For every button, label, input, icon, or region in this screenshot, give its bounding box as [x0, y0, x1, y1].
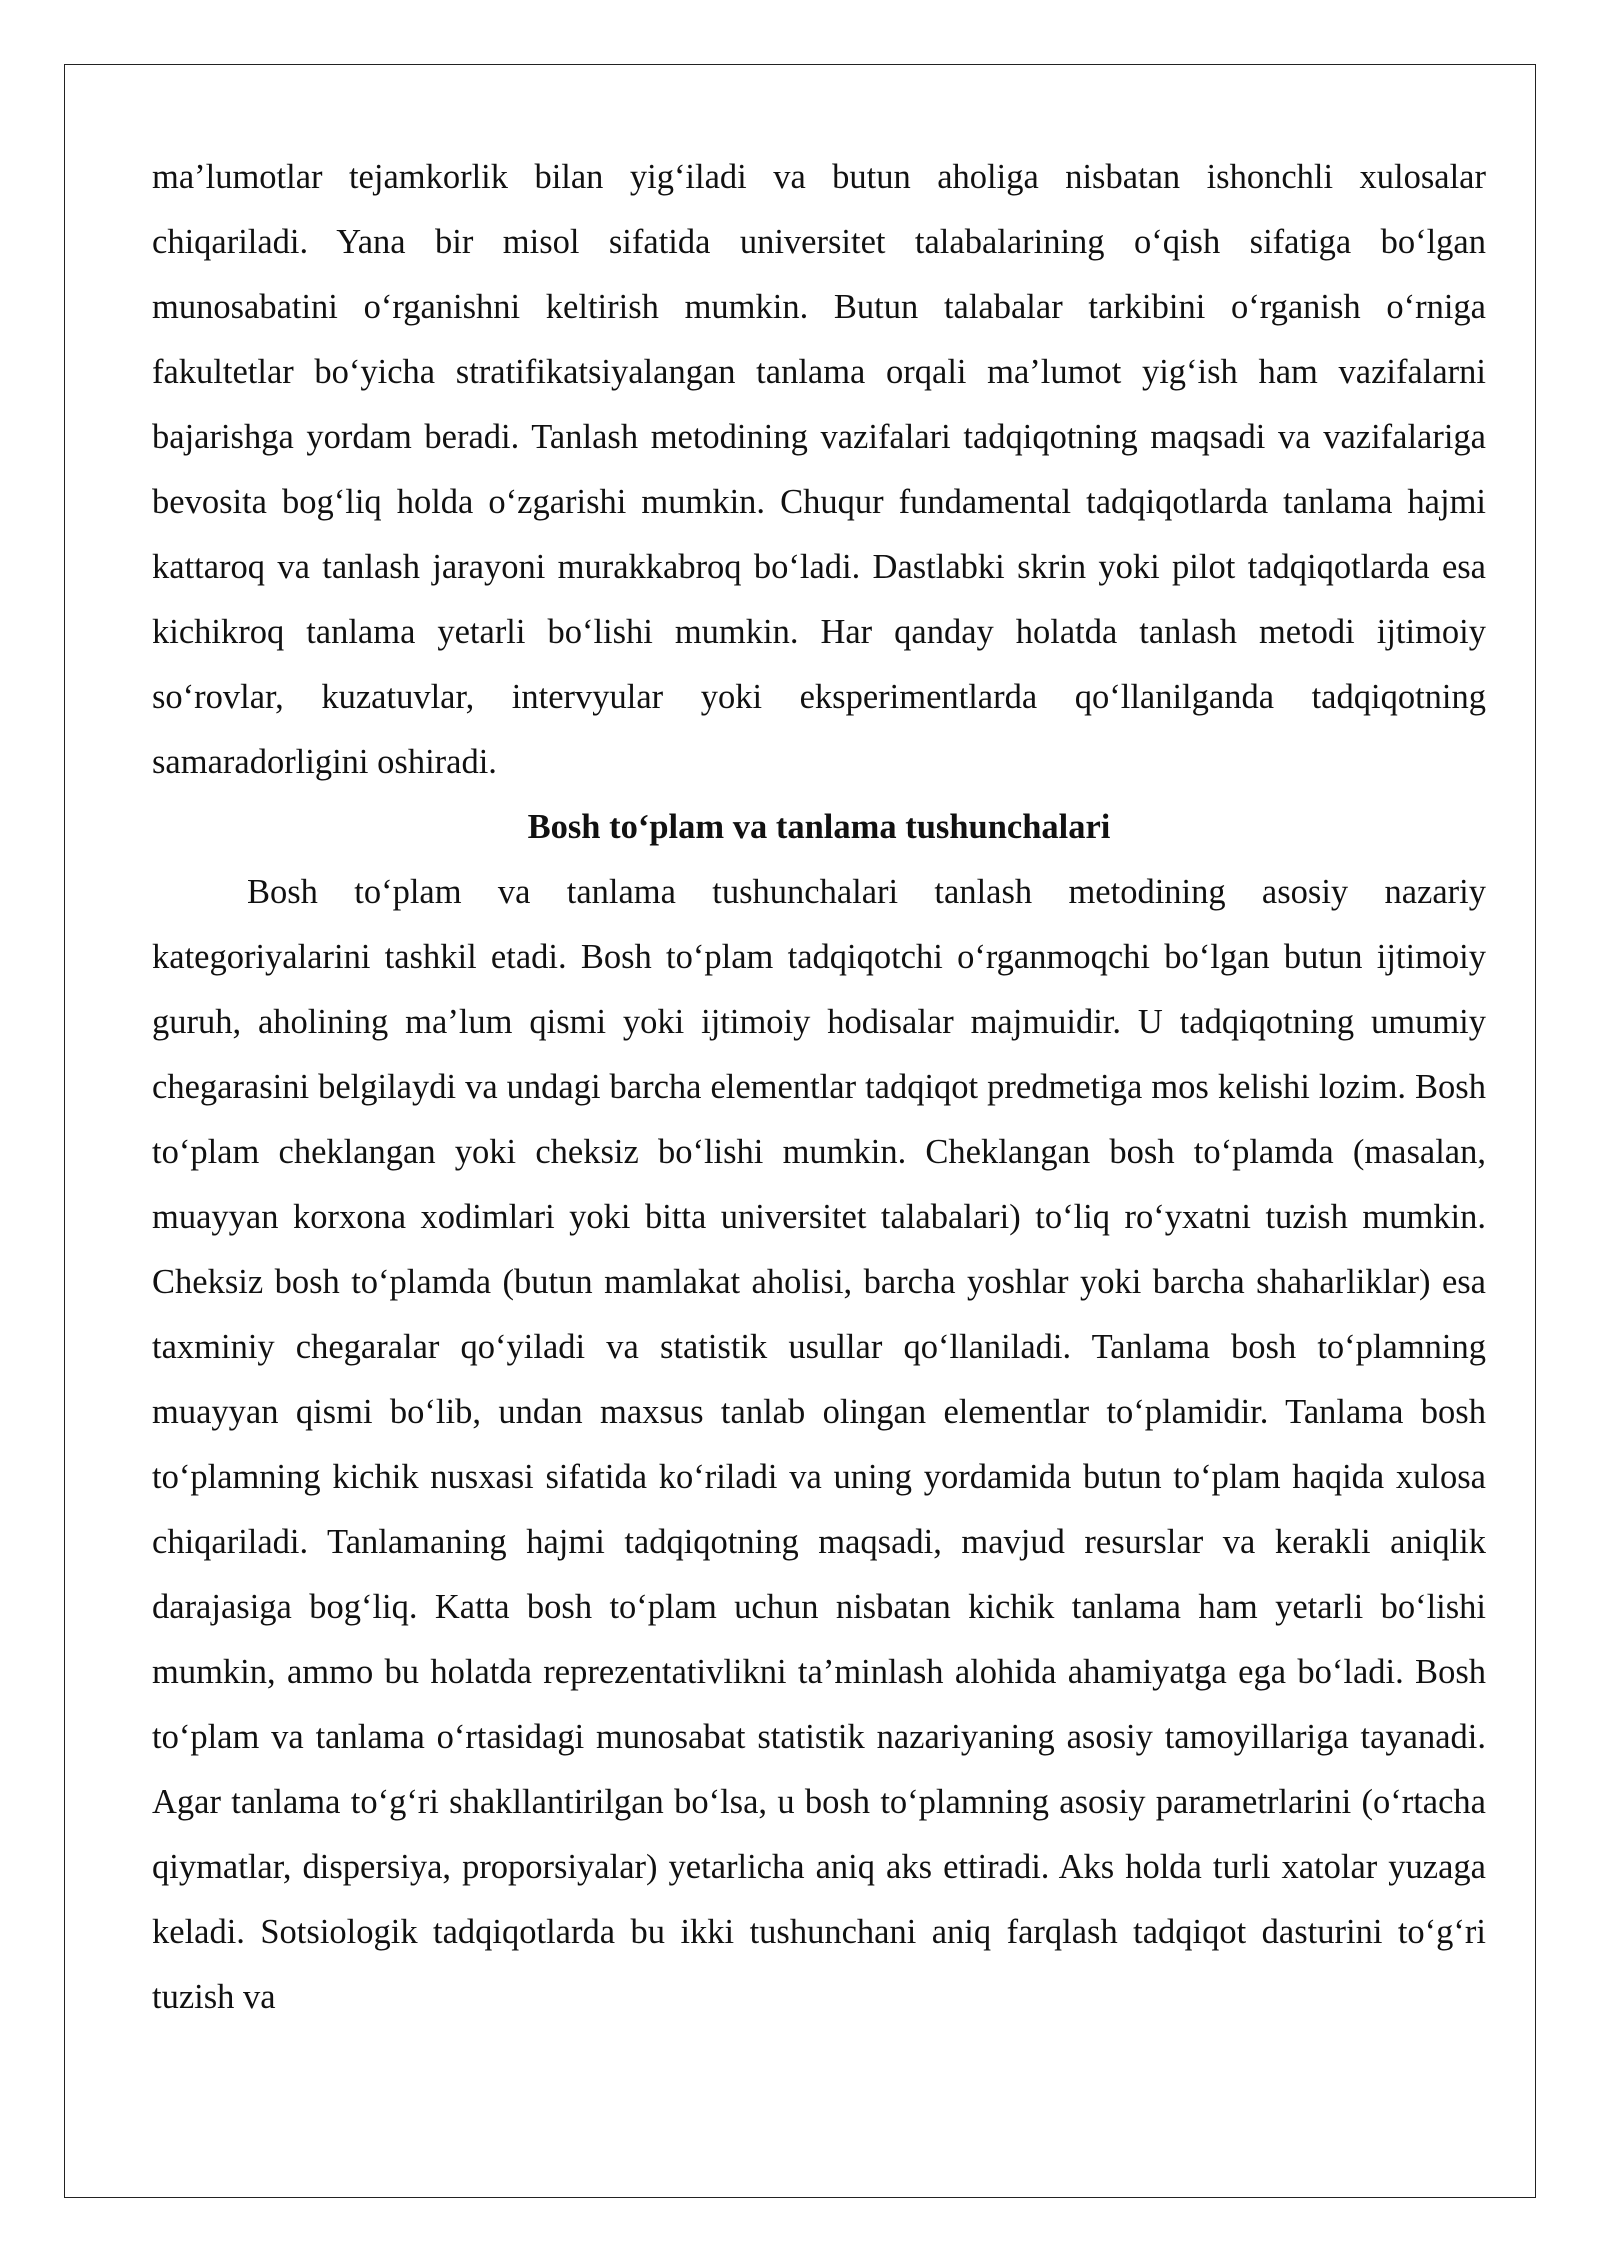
document-body — [152, 145, 1486, 2030]
section-heading: Bosh to‘plam va tanlama tushunchalari — [527, 808, 1111, 846]
paragraph-bosh-toplam: Bosh to‘plam va tanlama tushunchalari tanlash metodining asosiy nazariy kategoriyalarini tashkil etadi. Bosh to‘plam tadqiqotchi o‘rganmoqchi bo‘lgan butun ijtimoiy guruh, aholining ma’lum qismi yoki ijtimoiy hodisalar majmuidir. U tadqiqotning umumiy chegarasini belgilaydi va undagi barcha elementlar tadqiqot predmetiga mos kelishi lozim. Bosh to‘plam cheklangan yoki cheksiz bo‘lishi mumkin. Cheklangan bosh to‘plamda (masalan, muayyan korxona xodimlari yoki bitta universitet talabalari) to‘liq ro‘yxatni tuzish mumkin. Cheksiz bosh to‘plamda (butun mamlakat aholisi, barcha yoshlar yoki barcha shaharliklar) esa taxminiy chegaralar qo‘yiladi va statistik usullar qo‘llaniladi. Tanlama bosh to‘plamning muayyan qismi bo‘lib, undan maxsus tanlab olingan elementlar to‘plamidir. Tanlama bosh to‘plamning kichik nusxasi sifatida ko‘riladi va uning yordamida butun to‘plam haqida xulosa chiqariladi. Tanlamaning hajmi tadqiqotning maqsadi, mavjud resurslar va kerakli aniqlik darajasiga bog‘liq. Katta bosh to‘plam uchun nisbatan kichik tanlama ham yetarli bo‘lishi mumkin, ammo bu holatda reprezentativlikni ta’minlash alohida ahamiyatga ega bo‘ladi. Bosh to‘plam va tanlama o‘rtasidagi munosabat statistik nazariyaning asosiy tamoyillariga tayanadi. Agar tanlama to‘g‘ri shakllantirilgan bo‘lsa, u bosh to‘plamning asosiy parametrlarini (o‘rtacha qiymatlar, dispersiya, proporsiyalar) yetarlicha aniq aks ettiradi. Aks holda turli xatolar yuzaga keladi. Sotsiologik tadqiqotlarda bu ikki tushunchani aniq farqlash tadqiqot dasturini to‘g‘ri tuzish va — [152, 873, 1486, 2016]
paragraph-continuation: ma’lumotlar tejamkorlik bilan yig‘iladi va butun aholiga nisbatan ishonchli xulosalar chiqariladi. Yana bir misol sifatida universitet talabalarining o‘qish sifatiga bo‘lgan munosabatini o‘rganishni keltirish mumkin. Butun talabalar tarkibini o‘rganish o‘rniga fakultetlar bo‘yicha stratifikatsiyalangan tanlama orqali ma’lumot yig‘ish ham vazifalarni bajarishga yordam beradi. Tanlash metodining vazifalari tadqiqotning maqsadi va vazifalariga bevosita bog‘liq holda o‘zgarishi mumkin. Chuqur fundamental tadqiqotlarda tanlama hajmi kattaroq va tanlash jarayoni murakkabroq bo‘ladi. Dastlabki skrin yoki pilot tadqiqotlarda esa kichikroq tanlama yetarli bo‘lishi mumkin. Har qanday holatda tanlash metodi ijtimoiy so‘rovlar, kuzatuvlar, intervyular yoki eksperimentlarda qo‘llanilganda tadqiqotning samaradorligini oshiradi. — [152, 158, 1486, 781]
